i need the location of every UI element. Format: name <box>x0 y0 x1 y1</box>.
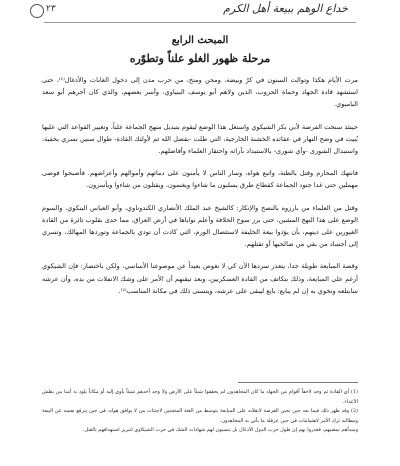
running-header <box>44 0 356 24</box>
footnote: ومبدأهم بمضيهم، فغدروا بهم إن طول حرب الدول الأدغال بل ينسبون لهم شهادات الشك في حرب الشيكاوي لتبرير استهدافهم بالقتل. <box>82 427 358 433</box>
paragraph: فانتهك المحارم وقتل بالظنة، واتبع هواه، وسار الناس لا يأمنون على دمائهم وأموالهم وأعراضهم. فأصبحوا فوضى مهملين حتى غدا جنود الجماعة كقطاع طرق يسلبون ما شاءوا ويغنمون، ويقتلون من شاءوا ويأسرون. <box>42 169 358 190</box>
header-rule <box>44 22 356 23</box>
header-ornament-icon <box>30 4 44 18</box>
paragraph: حينئذ سنحت الفرصة لأبي بكر الشيكوي واستغل هذا الوضع ليقوم بتبديل منهج الجماعة علناً، وتغيير القواعد التي عليها بُنيت في وضح النهار في عقائده الخشنة الخارجية، التي طلت -بفضل الله ثم لأولئك القادة- طوال سنين تسري بخفية، واستبدال الشورى -وأي شورى- بالاستبداد بآرائه واحتقار العلماء وأفاضلهم. <box>42 122 358 156</box>
footnote: (2) وقد ظهر ذلك فيما بعد حين تحين الفرصة لانقلابه على المبايعة بتوسط من الفئة المتعنتين لاجتثاث من لا يوافق هواه، في حين يترفع نفسه عن البيعة ومطالبه ترك الأمر لاهتمامات في حين عرقلة ما يأتي به المجاهدون. <box>42 408 358 424</box>
footnote-divider <box>238 382 358 383</box>
paragraph: وقتل من العلماء من بارزوه بالنصح والإنكار: كالشيخ عبد الملك الأنصاري الكندوناوي، وأبو العباس البنكوي، والسوم الوضع على هذا النهج المشين، حتى برز سوح الخلافة وأعلم نواياها في أرض العراق، مما حدى بقلوب ثائرة من القادة الغيورين على دينهم، بأن يؤدوا بيعة الخليفة لاستئصال الورم، التي كادت أن تودي بالجماعة وتوردها المهالك، وتسري إلى أجساد من بقي من صالحيها أو تقتلهم. <box>42 203 358 249</box>
paragraph: مرت الأيام هكذا وتوالت السنون في كرّ وبيضة، ومحن ومنح، من حرب مدن إلى دخول الغابات والأدغال⁽¹⁾، حتى استشهد قادة الجهاد وحماة الحروب، الذين ولاهم أبو يوسف البنياوي، وأسر بعضهم، والذي كان آخرهم أبو سعد البامبوي. <box>42 76 358 109</box>
footnote: (1) أي القادة ثم وجد لاحقاً أقوام من الجهاد ما كان المجاهدون لم يحققوا شيئاً على الأرض ولا وجد أحدهم شيئاً يأوي إليه أو مكاناً يلوذ به أمنا من بطش الأعداء. <box>42 389 358 405</box>
footnotes <box>42 388 358 436</box>
page-number: ٢٣ <box>46 4 56 14</box>
paragraph: وقصة المبايعة طويلة جدا، يتعذر سردها الآن كي لا نغوص بعيداً عن موضوعنا الأساسي، ولكن باختصار: فإن الشيكوي أرغم على المبايعة، وذلك بتكاتف من القادة العسكريين، وبعد تيقنهم أن الأمر على وشك الانفلات من يده، وأن عرشه سابتلعه وتخوي به إن لم يبايع: بايع ليبقى على عرشه، ويتسنى ذلك في مكانة المناسب⁽²⁾. <box>42 262 358 295</box>
section-title: المبحث الرابع <box>171 35 229 46</box>
body-text <box>42 74 358 307</box>
section-subtitle: مرحلة ظهور الغلو علناً وتطوّره <box>129 52 271 65</box>
running-title: خداع الوهم ببيعة أهل الكرم <box>223 2 348 15</box>
